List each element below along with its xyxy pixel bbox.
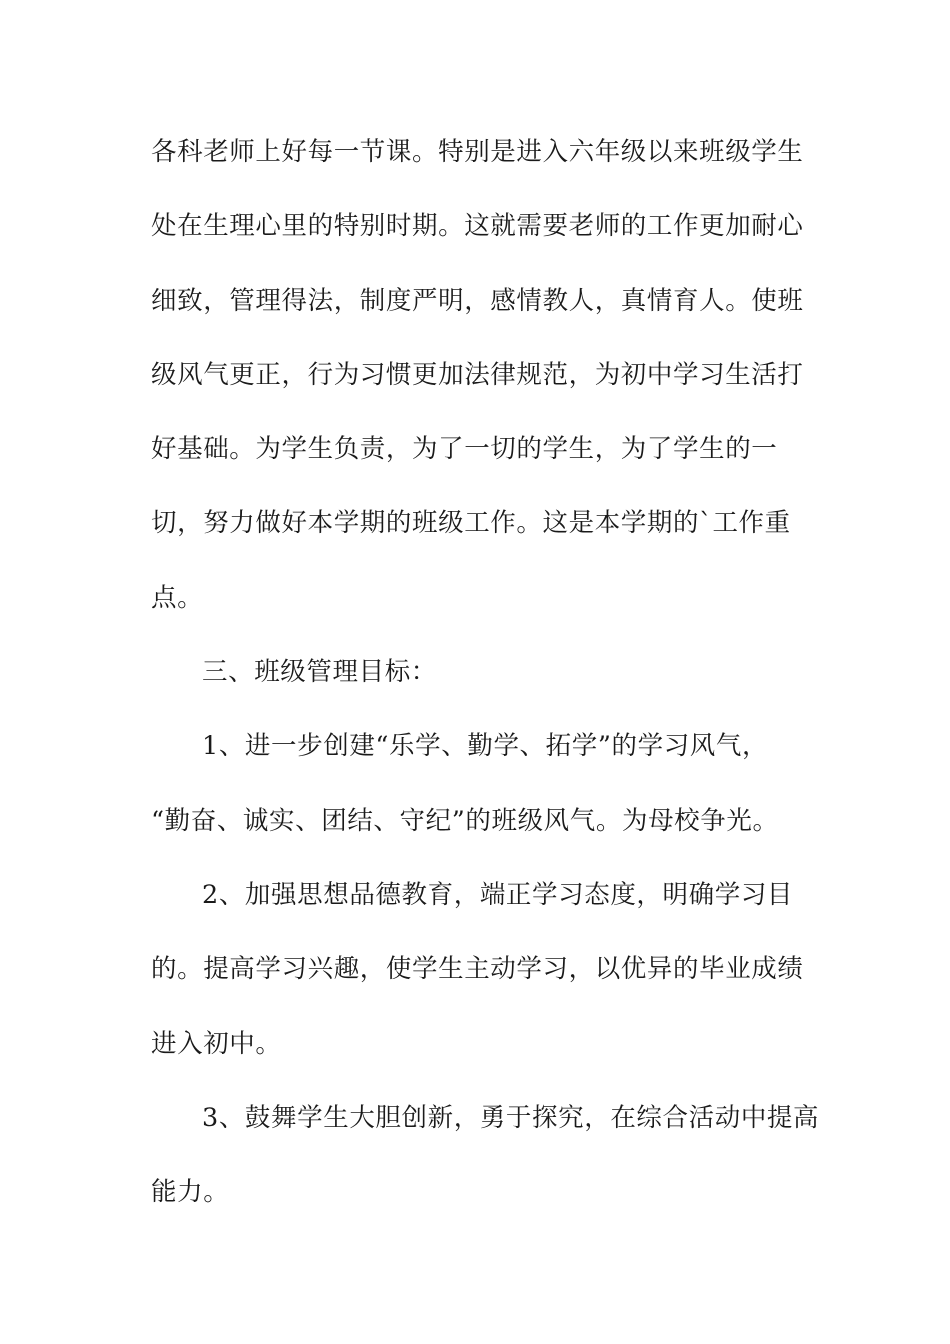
text-line: 进入初中。 (151, 1028, 282, 1059)
text-line: 好基础。为学生负责，为了一切的学生，为了学生的一 (151, 434, 778, 465)
text-line: 细致，管理得法，制度严明，感情教人，真情育人。使班 (151, 285, 804, 316)
text-line: 级风气更正，行为习惯更加法律规范，为初中学习生活打 (151, 359, 804, 390)
document-body (151, 128, 820, 1242)
list-item-2: 2、加强思想品德教育，端正学习态度，明确学习目 (202, 879, 794, 910)
text-line: 能力。 (151, 1177, 230, 1208)
list-item-3: 3、鼓舞学生大胆创新，勇于探究，在综合活动中提高 (202, 1102, 820, 1133)
section-heading: 三、班级管理目标： (202, 657, 437, 688)
text-line: 各科老师上好每一节课。特别是进入六年级以来班级学生 (151, 137, 804, 167)
list-item-1: 1、进一步创建“乐学、勤学、拓学”的学习风气， (202, 731, 769, 762)
text-line: 切，努力做好本学期的班级工作。这是本学期的`工作重 (151, 508, 791, 539)
text-line: 处在生理心里的特别时期。这就需要老师的工作更加耐心 (151, 211, 804, 242)
text-line: “勤奋、诚实、团结、守纪”的班级风气。为母校争光。 (151, 805, 779, 836)
text-line: 的。提高学习兴趣，使学生主动学习，以优异的毕业成绩 (151, 954, 804, 985)
text-line: 点。 (151, 582, 204, 613)
